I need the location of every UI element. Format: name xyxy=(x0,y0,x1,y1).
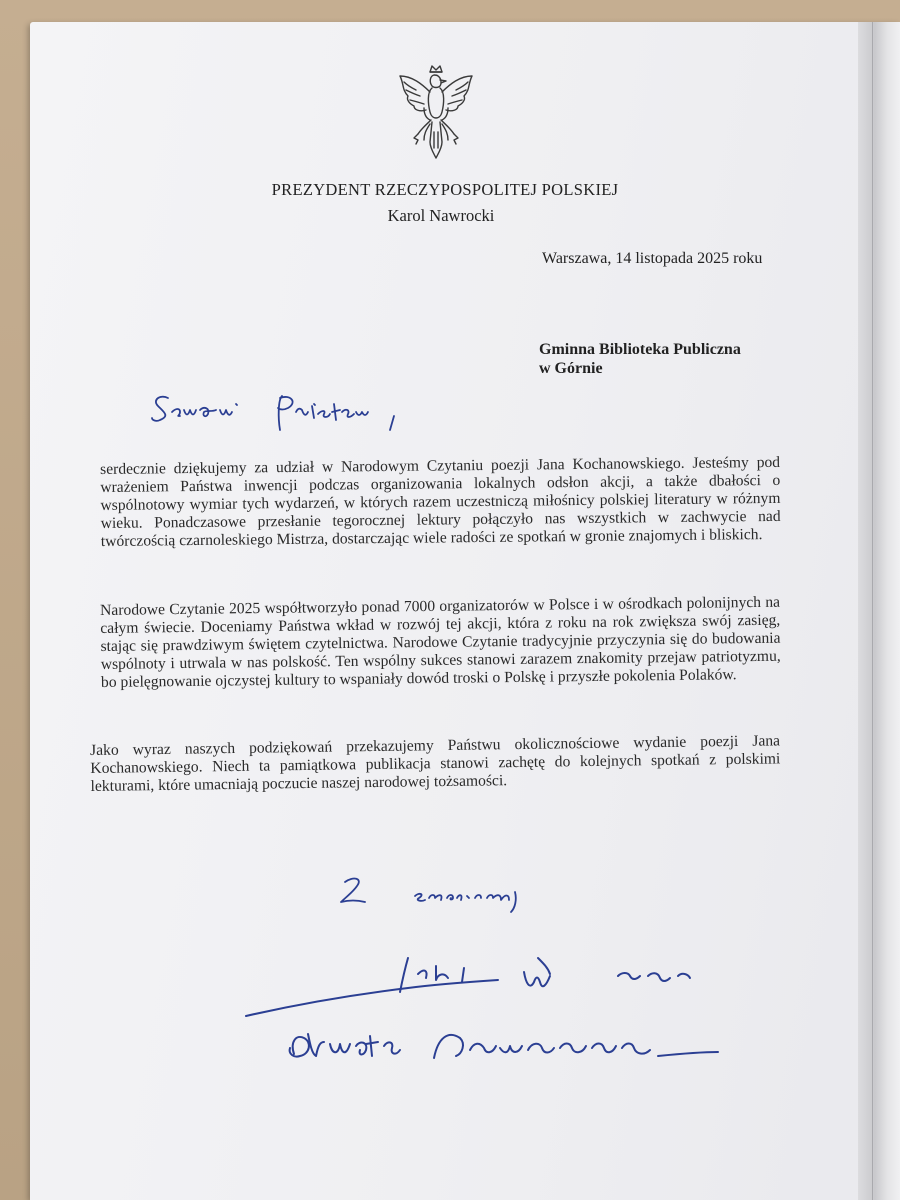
letter-date: Warszawa, 14 listopada 2025 roku xyxy=(542,250,763,267)
recipient-block xyxy=(539,340,741,378)
letterhead-title-initial-2: R xyxy=(374,180,387,199)
letterhead-title-rest-2: ZECZYPOSPOLITEJ xyxy=(386,180,542,199)
recipient-line-2: w Górnie xyxy=(539,360,603,377)
paragraph-3-text: Jako wyraz naszych podziękowań przekazujemy Państwu okolicznościowe wydanie poezji Jana Kochanowskiego. Niech ta pamiątkowa publikacja stanowi zachętę do kolejnych spotkań z polskimi lekturami, które umacniają poczucie naszej narodowej tożsamości. xyxy=(90,732,781,795)
letterhead-title-initial-1: P xyxy=(271,180,282,199)
letter-paragraph-2 xyxy=(100,594,781,692)
letter-paragraph-1 xyxy=(100,454,781,551)
handwritten-salutation xyxy=(150,390,410,440)
letterhead-name: Karol Nawrocki xyxy=(387,206,495,225)
paragraph-1-text: serdecznie dziękujemy za udział w Narodowym Czytaniu poezji Jana Kochanowskiego. Jesteśmy pod wrażeniem Państwa inwencji podczas organizowania lokalnych odsłon akcji, a także dbałości o wspólnotowy wymiar tych wydarzeń, w których razem uczestniczą miłośnicy polskiej literatury w różnym wieku. Ponadczasowe przesłanie tegorocznej lektury połączyło nas wszystkich w zachwycie nad twórczością czarnoleskiego Mistrza, dostarczając wiele radości ze spotkań w gronie znajomych i bliskich. xyxy=(100,453,781,550)
letter-paragraph-3 xyxy=(90,732,781,796)
white-eagle-emblem-icon xyxy=(394,62,478,162)
handwritten-closing xyxy=(335,872,595,922)
handwritten-signature xyxy=(238,938,728,1078)
letterhead-title-rest-3: OLSKIEJ xyxy=(551,180,619,199)
paragraph-2-text: Narodowe Czytanie 2025 współtworzyło ponad 7000 organizatorów w Polsce i w ośrodkach polonijnych na całym świecie. Doceniamy Państwa wkład w rozwój tej akcji, która z roku na rok zwiększa swój zasięg, stając się prawdziwym świętem czytelnictwa. Narodowe Czytanie tradycyjnie przyczynia się do budowania wspólnoty i utrwala w nas polskość. Ten wspólny sukces stanowi zarazem znakomity przejaw patriotyzmu, bo pielęgnowanie ojczystej kultury to wspaniały dowód troski o Polskę i przyszłe pokolenia Polaków. xyxy=(100,593,781,691)
recipient-line-1: Gminna Biblioteka Publiczna xyxy=(539,341,741,358)
letterhead-title xyxy=(0,180,890,200)
letterhead-title-initial-3: P xyxy=(541,180,552,199)
letterhead-title-rest-1: REZYDENT xyxy=(281,180,375,199)
